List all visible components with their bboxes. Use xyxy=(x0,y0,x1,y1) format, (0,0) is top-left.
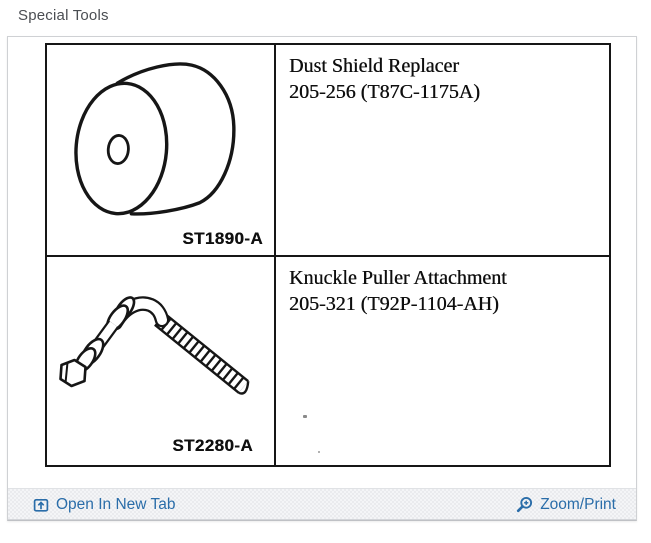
open-in-new-tab-link[interactable] xyxy=(33,496,175,514)
tool-table xyxy=(45,43,611,467)
zoom-icon xyxy=(515,496,533,514)
zoom-print-label: Zoom/Print xyxy=(540,495,616,513)
tool-part-number: 205-321 (T92P-1104-AH) xyxy=(289,293,499,315)
tool-name: Knuckle Puller Attachment xyxy=(289,267,507,289)
scan-speck xyxy=(303,415,307,418)
special-tools-panel xyxy=(7,36,637,521)
tool-desc-cell-1 xyxy=(276,45,609,257)
tool-image-cell-2 xyxy=(47,257,276,465)
zoom-print-link[interactable] xyxy=(515,496,616,514)
footer-bar xyxy=(8,488,636,520)
tool-id-label: ST2280-A xyxy=(172,436,253,455)
tool-name: Dust Shield Replacer xyxy=(289,55,459,77)
tool-part-number: 205-256 (T87C-1175A) xyxy=(289,81,480,103)
page-title: Special Tools xyxy=(18,7,109,24)
scan-speck xyxy=(318,451,320,453)
dust-shield-replacer-drawing xyxy=(47,45,274,255)
scanned-tool-chart xyxy=(8,37,636,488)
tool-desc-cell-2 xyxy=(276,257,609,465)
tool-image-cell-1 xyxy=(47,45,276,257)
tool-id-label: ST1890-A xyxy=(182,229,263,248)
open-in-new-tab-icon xyxy=(33,497,49,513)
open-in-new-tab-label: Open In New Tab xyxy=(56,495,176,513)
knuckle-puller-attachment-drawing xyxy=(47,257,274,465)
